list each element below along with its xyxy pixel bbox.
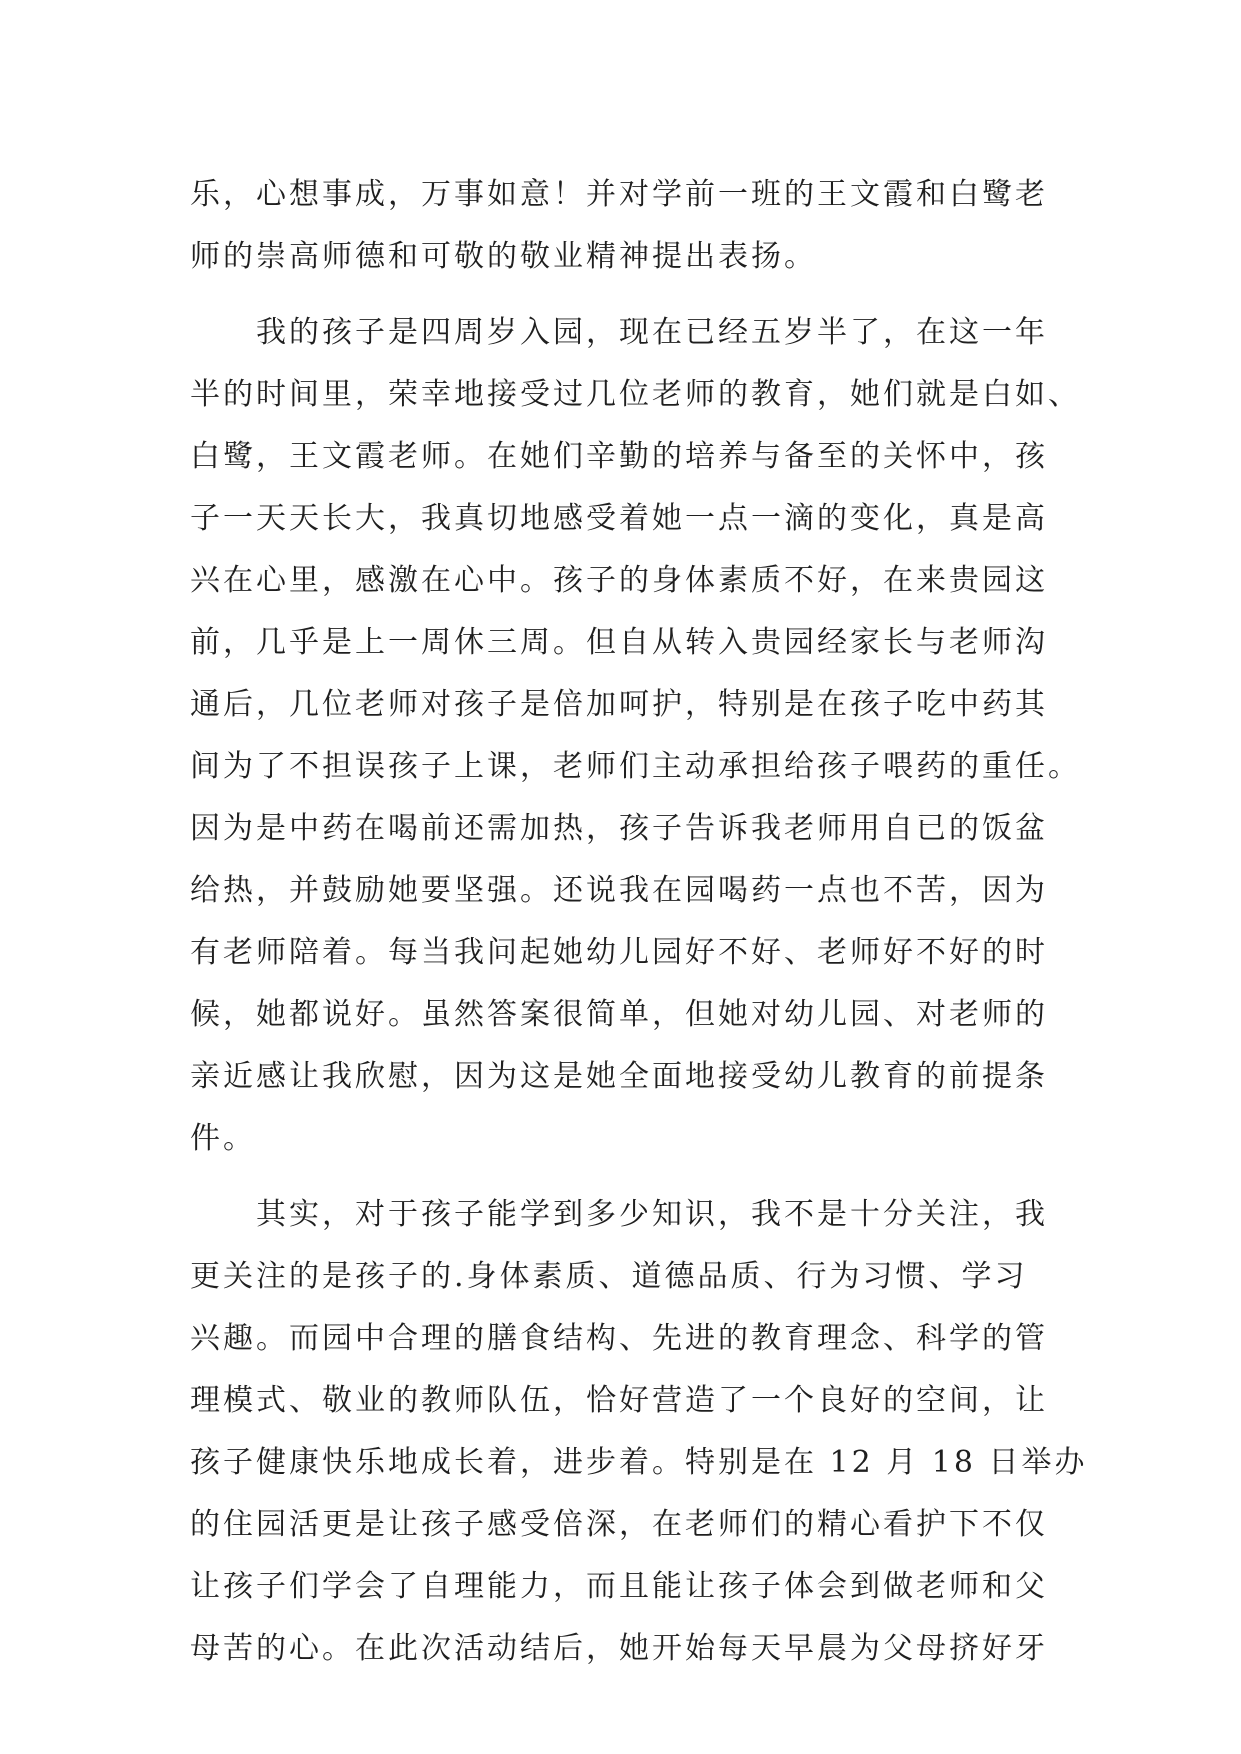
paragraph-3 — [190, 1184, 1088, 1680]
paragraph-2 — [190, 302, 1081, 1170]
text-line: 通后，几位老师对孩子是倍加呵护，特别是在孩子吃中药其 — [190, 687, 1048, 722]
text-line: 候，她都说好。虽然答案很简单，但她对幼儿园、对老师的 — [190, 997, 1048, 1032]
paragraph-gap — [190, 288, 1050, 302]
paragraph-1 — [190, 164, 1050, 288]
text-line: 子一天天长大，我真切地感受着她一点一滴的变化，真是高 — [190, 501, 1048, 536]
text-line: 让孩子们学会了自理能力，而且能让孩子体会到做老师和父 — [190, 1569, 1048, 1604]
text-line: 件。 — [190, 1121, 256, 1156]
text-line: 兴在心里，感激在心中。孩子的身体素质不好，在来贵园这 — [190, 563, 1048, 598]
text-line: 亲近感让我欣慰，因为这是她全面地接受幼儿教育的前提条 — [190, 1059, 1048, 1094]
paragraph-gap — [190, 1170, 1050, 1184]
text-line: 兴趣。而园中合理的膳食结构、先进的教育理念、科学的管 — [190, 1321, 1048, 1356]
text-line: 理模式、敬业的教师队伍，恰好营造了一个良好的空间，让 — [190, 1383, 1048, 1418]
text-line: 师的崇高师德和可敬的敬业精神提出表扬。 — [190, 239, 817, 274]
document-body — [190, 164, 1088, 1680]
text-line: 的住园活更是让孩子感受倍深，在老师们的精心看护下不仅 — [190, 1507, 1048, 1542]
text-line: 给热，并鼓励她要坚强。还说我在园喝药一点也不苦，因为 — [190, 873, 1048, 908]
text-line: 我的孩子是四周岁入园，现在已经五岁半了，在这一年 — [256, 315, 1048, 350]
text-line: 白鹭，王文霞老师。在她们辛勤的培养与备至的关怀中，孩 — [190, 439, 1048, 474]
text-line: 乐，心想事成，万事如意！并对学前一班的王文霞和白鹭老 — [190, 177, 1048, 212]
text-line: 更关注的是孩子的.身体素质、道德品质、行为习惯、学习 — [190, 1259, 1028, 1294]
text-line: 间为了不担误孩子上课，老师们主动承担给孩子喂药的重任。 — [190, 749, 1081, 784]
text-line: 半的时间里，荣幸地接受过几位老师的教育，她们就是白如、 — [190, 377, 1081, 412]
text-line: 孩子健康快乐地成长着，进步着。特别是在 12 月 18 日举办 — [190, 1445, 1088, 1480]
text-line: 母苦的心。在此次活动结后，她开始每天早晨为父母挤好牙 — [190, 1631, 1048, 1666]
text-line: 因为是中药在喝前还需加热，孩子告诉我老师用自已的饭盆 — [190, 811, 1048, 846]
text-line: 有老师陪着。每当我问起她幼儿园好不好、老师好不好的时 — [190, 935, 1048, 970]
text-line: 前，几乎是上一周休三周。但自从转入贵园经家长与老师沟 — [190, 625, 1048, 660]
text-line: 其实，对于孩子能学到多少知识，我不是十分关注，我 — [256, 1197, 1048, 1232]
